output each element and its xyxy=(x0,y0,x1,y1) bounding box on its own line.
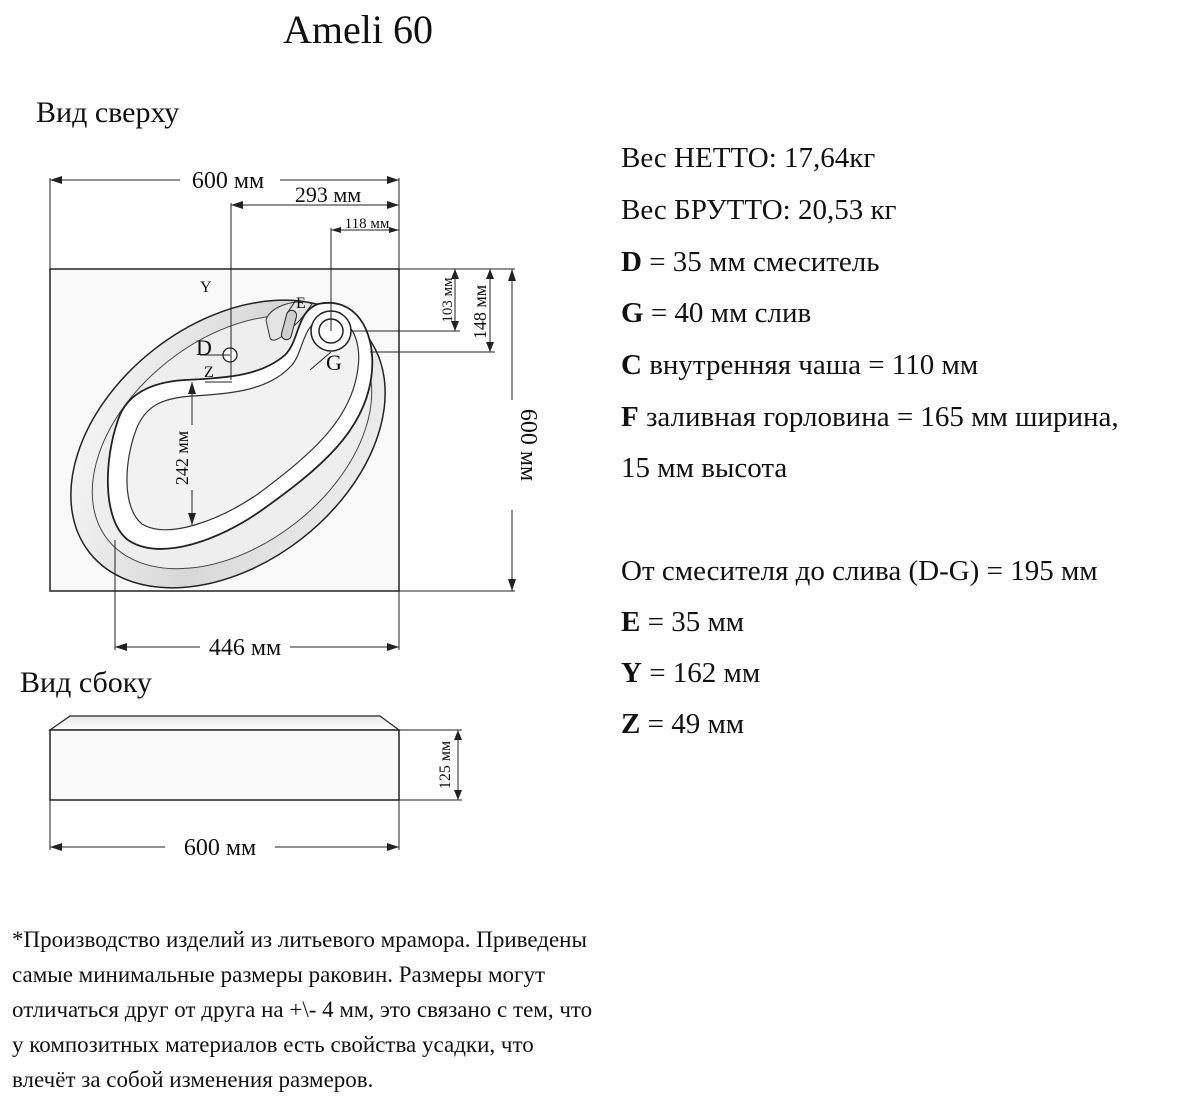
spec-line: F заливная горловина = 165 мм ширина, xyxy=(621,401,1119,433)
footnote-line: самые минимальные размеры раковин. Размеры могут xyxy=(12,962,546,987)
page-title: Ameli 60 xyxy=(283,7,433,52)
spec-line: Вес БРУТТО: 20,53 кг xyxy=(621,194,897,226)
dim-242: 242 мм xyxy=(172,430,192,486)
marker-z: Z xyxy=(204,364,214,381)
footnote-line: отличаться друг от друга на +\- 4 мм, это связано с тем, что xyxy=(12,997,593,1022)
dim-293: 293 мм xyxy=(294,182,362,207)
spec-line: Y = 162 мм xyxy=(621,657,761,689)
side-view-label: Вид сбоку xyxy=(20,666,152,699)
footnote-line: влечёт за собой изменения размеров. xyxy=(12,1067,374,1092)
dim-446: 446 мм xyxy=(208,635,282,661)
footnote-line: *Производство изделий из литьевого мрамора. Приведены xyxy=(12,927,587,952)
dim-118: 118 мм xyxy=(344,216,390,232)
marker-y: Y xyxy=(200,279,212,296)
spec-line: Вес НЕТТО: 17,64кг xyxy=(621,142,876,174)
side-view-body xyxy=(50,730,399,800)
spec-line: E = 35 мм xyxy=(621,606,745,638)
side-view-rim xyxy=(50,716,399,730)
footnote-line: у композитных материалов есть свойства усадки, что xyxy=(12,1032,534,1057)
footnote xyxy=(12,922,732,1097)
dim-600-right: 600 мм xyxy=(515,408,541,482)
spec-line: G = 40 мм слив xyxy=(621,297,812,329)
marker-g: G xyxy=(326,350,342,375)
top-view-label: Вид сверху xyxy=(36,96,180,129)
dim-600-top: 600 мм xyxy=(191,168,265,194)
spec-line: Z = 49 мм xyxy=(621,708,745,740)
spec-line: C внутренняя чаша = 110 мм xyxy=(621,349,979,381)
spec-line: D = 35 мм смеситель xyxy=(621,246,880,278)
dim-148: 148 мм xyxy=(470,284,490,340)
dim-103: 103 мм xyxy=(440,277,456,323)
spec-line: 15 мм высота xyxy=(621,452,788,484)
dim-600-side: 600 мм xyxy=(183,835,257,861)
marker-d: D xyxy=(196,335,212,360)
marker-e: E xyxy=(296,295,306,312)
spec-line: От смесителя до слива (D-G) = 195 мм xyxy=(621,555,1098,587)
dim-125: 125 мм xyxy=(437,740,454,790)
